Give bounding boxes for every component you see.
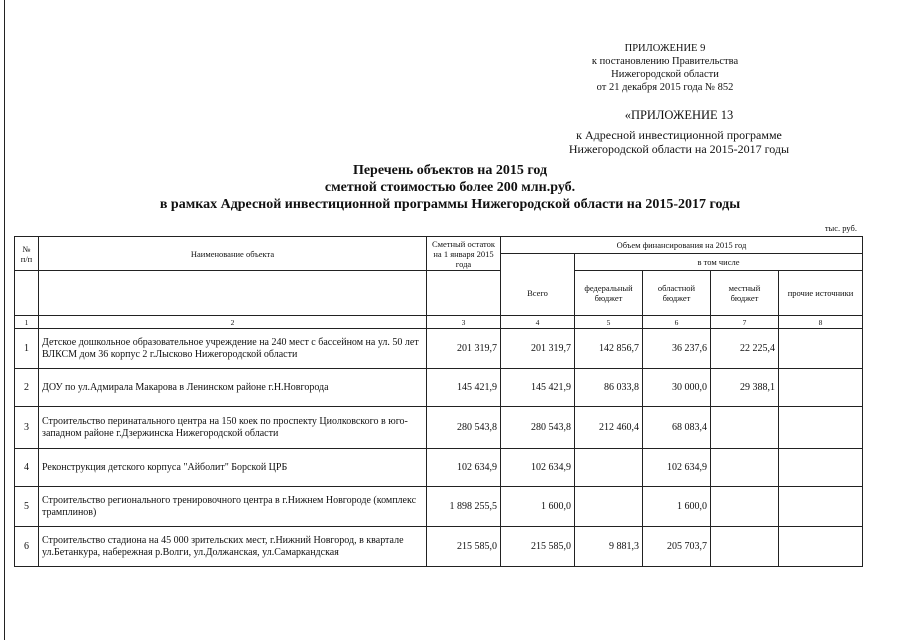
appendix-13-block: [545, 108, 813, 156]
total-value: 1 600,0: [501, 487, 575, 527]
appendix-13-line: Нижегородской области на 2015-2017 годы: [568, 142, 790, 156]
header-federal: федеральный бюджет: [575, 271, 643, 316]
header-no-cont: [15, 271, 39, 316]
federal-value: 9 881,3: [575, 527, 643, 567]
object-name: Строительство стадиона на 45 000 зрительских мест, г.Нижний Новгород, в квартале ул.Бетанкура, набережная р.Волги, ул.Должанская, ул.Самаркандская: [39, 527, 427, 567]
header-balance: Сметный остаток на 1 января 2015 года: [427, 237, 501, 271]
table-row: [15, 487, 863, 527]
table-row: [15, 369, 863, 407]
federal-value: [575, 449, 643, 487]
title-line: Перечень объектов на 2015 год: [352, 163, 548, 178]
regional-value: 1 600,0: [643, 487, 711, 527]
row-number: 3: [15, 407, 39, 449]
total-value: 280 543,8: [501, 407, 575, 449]
header-total: Всего: [501, 271, 575, 316]
header-regional: областной бюджет: [643, 271, 711, 316]
regional-value: 102 634,9: [643, 449, 711, 487]
local-value: [711, 487, 779, 527]
units-label: тыс. руб.: [824, 223, 857, 233]
row-number: 6: [15, 527, 39, 567]
local-value: [711, 449, 779, 487]
regional-value: 36 237,6: [643, 329, 711, 369]
balance-value: 280 543,8: [427, 407, 501, 449]
title-line: в рамках Адресной инвестиционной программы Нижегородской области на 2015-2017 годы: [159, 197, 741, 212]
balance-value: 201 319,7: [427, 329, 501, 369]
appendix-9-line: к постановлению Правительства: [591, 56, 739, 67]
appendix-9-line: ПРИЛОЖЕНИЕ 9: [624, 43, 706, 54]
header-name: Наименование объекта: [39, 237, 427, 271]
column-number: 7: [711, 316, 779, 329]
header-total-top: [501, 254, 575, 271]
regional-value: 205 703,7: [643, 527, 711, 567]
federal-value: 142 856,7: [575, 329, 643, 369]
table-row: [15, 329, 863, 369]
total-value: 102 634,9: [501, 449, 575, 487]
column-number: 5: [575, 316, 643, 329]
local-value: [711, 407, 779, 449]
other-value: [779, 329, 863, 369]
federal-value: [575, 487, 643, 527]
other-value: [779, 527, 863, 567]
table-row: [15, 527, 863, 567]
header-local: местный бюджет: [711, 271, 779, 316]
other-value: [779, 407, 863, 449]
header-name-cont: [39, 271, 427, 316]
title-line: сметной стоимостью более 200 млн.руб.: [324, 180, 576, 195]
column-number-row: [15, 316, 863, 329]
other-value: [779, 487, 863, 527]
column-number: 6: [643, 316, 711, 329]
balance-value: 215 585,0: [427, 527, 501, 567]
page-left-border: [4, 0, 5, 640]
column-number: 3: [427, 316, 501, 329]
object-name: ДОУ по ул.Адмирала Макарова в Ленинском районе г.Н.Новгорода: [39, 369, 427, 407]
object-name: Реконструкция детского корпуса "Айболит" Борской ЦРБ: [39, 449, 427, 487]
column-number: 2: [39, 316, 427, 329]
column-number: 4: [501, 316, 575, 329]
header-other: прочие источники: [779, 271, 863, 316]
local-value: [711, 527, 779, 567]
row-number: 5: [15, 487, 39, 527]
column-number: 1: [15, 316, 39, 329]
regional-value: 30 000,0: [643, 369, 711, 407]
appendix-9-line: Нижегородской области: [611, 69, 719, 80]
objects-table: [14, 236, 863, 567]
balance-value: 145 421,9: [427, 369, 501, 407]
regional-value: 68 083,4: [643, 407, 711, 449]
local-value: 22 225,4: [711, 329, 779, 369]
column-number: 8: [779, 316, 863, 329]
header-funding-group: Объем финансирования на 2015 год: [501, 237, 863, 254]
appendix-9-line: от 21 декабря 2015 года № 852: [596, 82, 734, 93]
total-value: 201 319,7: [501, 329, 575, 369]
object-name: Строительство перинатального центра на 150 коек по проспекту Циолковского в юго-западном районе г.Дзержинска Нижегородской области: [39, 407, 427, 449]
federal-value: 86 033,8: [575, 369, 643, 407]
other-value: [779, 369, 863, 407]
local-value: 29 388,1: [711, 369, 779, 407]
header-balance-cont: [427, 271, 501, 316]
header-no: № п/п: [15, 237, 39, 271]
balance-value: 1 898 255,5: [427, 487, 501, 527]
document-title: [40, 162, 860, 213]
appendix-9-block: [560, 42, 770, 94]
balance-value: 102 634,9: [427, 449, 501, 487]
appendix-13-heading: «ПРИЛОЖЕНИЕ 13: [624, 108, 734, 122]
object-name: Строительство регионального тренировочного центра в г.Нижнем Новгороде (комплекс трамплинов): [39, 487, 427, 527]
other-value: [779, 449, 863, 487]
federal-value: 212 460,4: [575, 407, 643, 449]
total-value: 215 585,0: [501, 527, 575, 567]
object-name: Детское дошкольное образовательное учреждение на 240 мест с бассейном на ул. 50 лет ВЛКСМ дом 36 корпус 2 г.Лысково Нижегородской области: [39, 329, 427, 369]
row-number: 2: [15, 369, 39, 407]
appendix-13-line: к Адресной инвестиционной программе: [576, 128, 782, 142]
table-row: [15, 449, 863, 487]
row-number: 1: [15, 329, 39, 369]
total-value: 145 421,9: [501, 369, 575, 407]
header-including: в том числе: [575, 254, 863, 271]
table-row: [15, 407, 863, 449]
row-number: 4: [15, 449, 39, 487]
